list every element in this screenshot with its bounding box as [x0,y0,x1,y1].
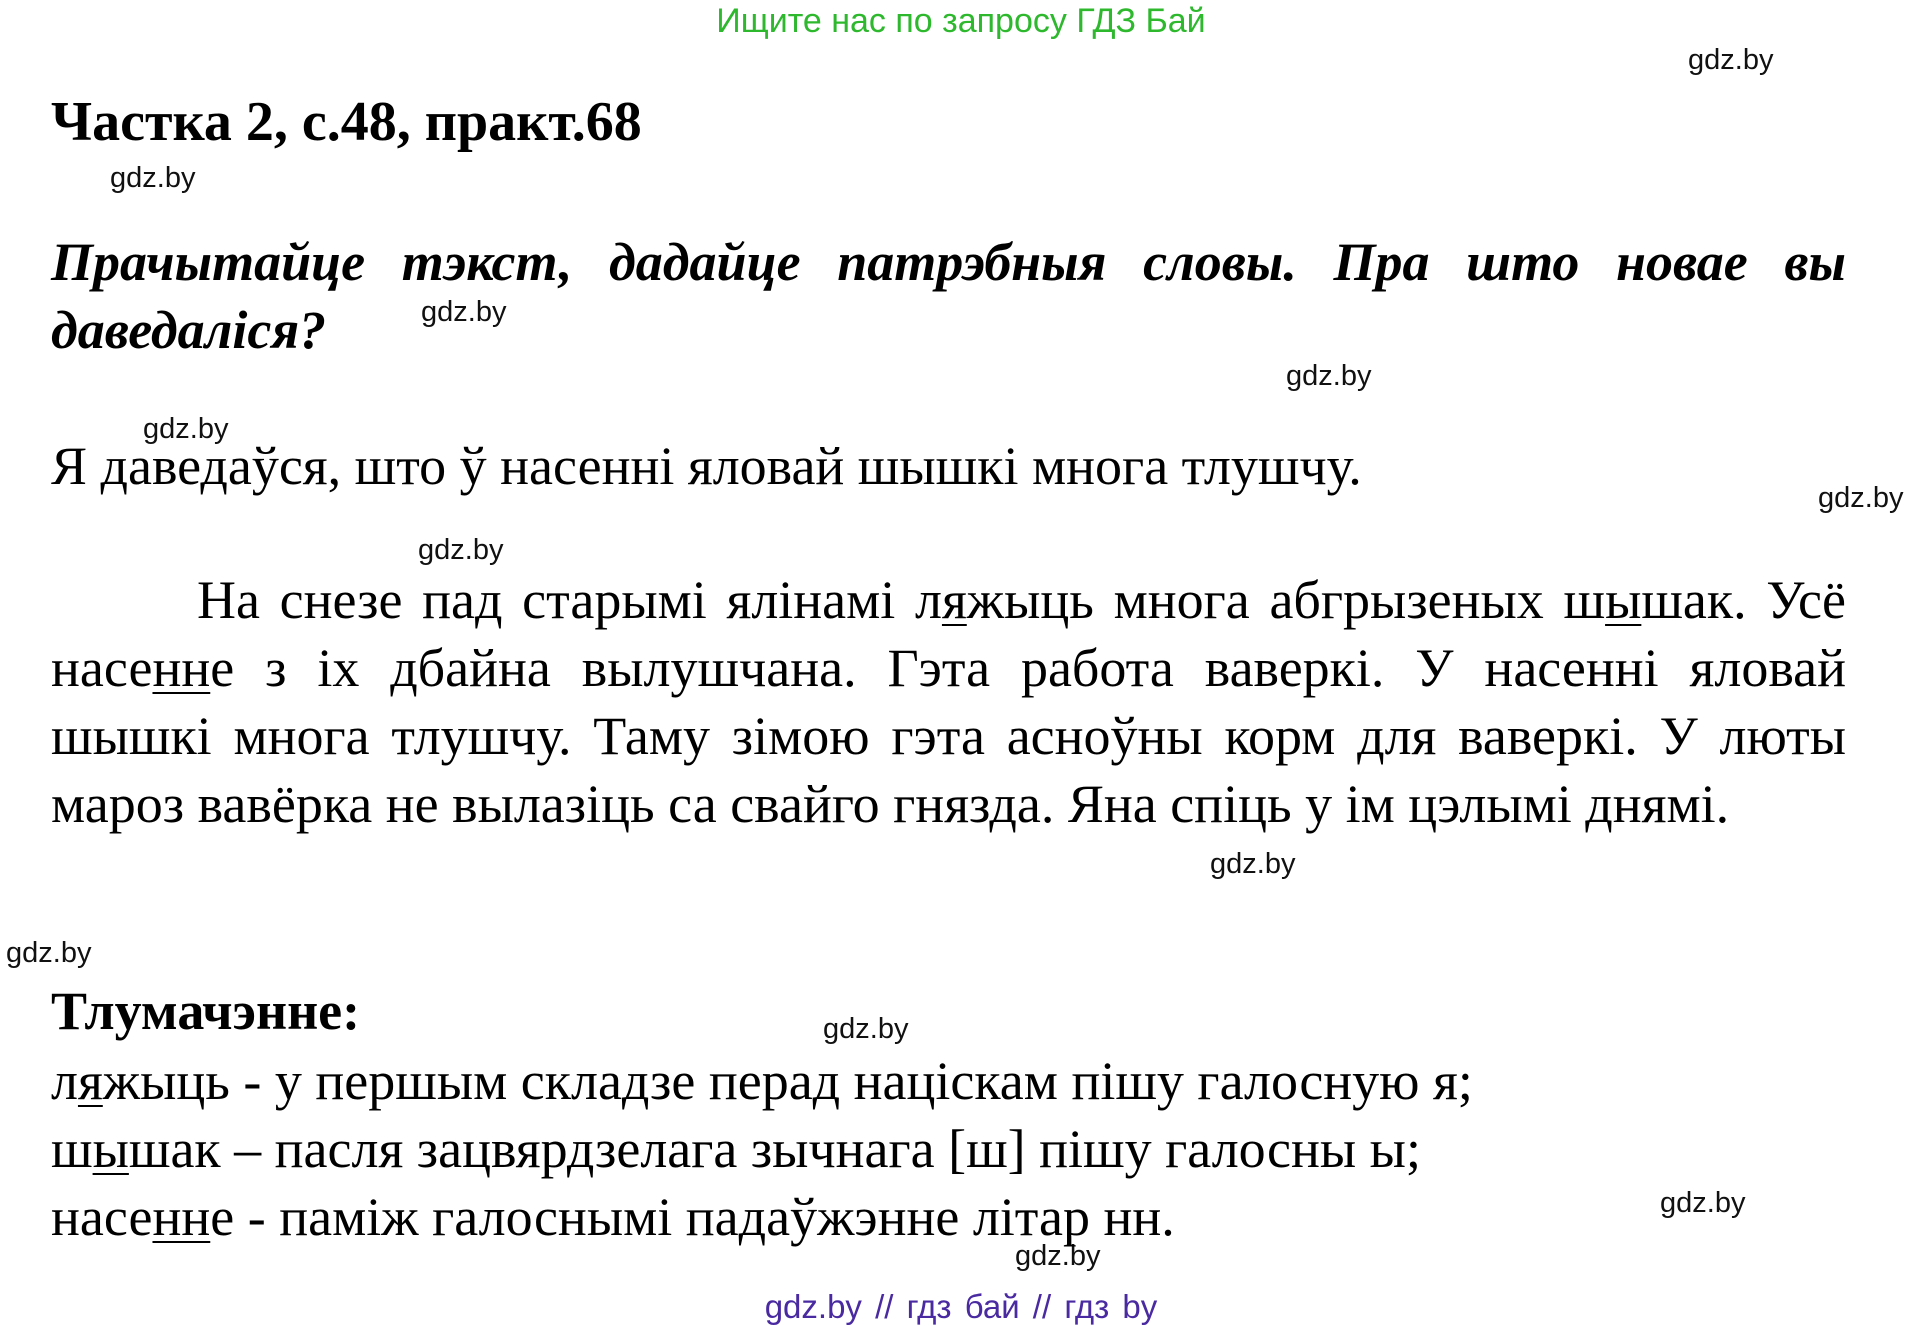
watermark: gdz.by [418,534,504,566]
paragraph-text: шак. Усё насе [51,570,1846,698]
explanation-heading: Тлумачэнне: [51,981,361,1041]
explanation-line [51,1115,1473,1183]
underlined-letter: ы [1605,570,1642,630]
watermark: gdz.by [6,937,92,969]
watermark: gdz.by [1015,1240,1101,1272]
underlined-letter: нн [152,1187,211,1247]
task-statement: Прачытайце тэкст, дадайце патрэбныя словы. Пра што новае вы даведаліся? [51,232,1846,360]
watermark: gdz.by [143,413,229,445]
answer-text: Я даведаўся, што ў насенні яловай шышкі многа тлушчу. [51,436,1362,496]
watermark: gdz.by [110,162,196,194]
paragraph-text: е з іх дбайна вылушчана. Гэта работа ваверкі. У насенні яловай шышкі многа тлушчу. Таму зімою гэта асноўны корм для ваверкі. У люты мароз вавёрка не вылазіць са свайго гнязда. Яна спіць у ім цэлымі днямі. [51,638,1846,834]
text-paragraph [51,566,1846,838]
explanation-rest: шак – пасля зацвярдзелага зычнага [ш] пішу галосны ы; [128,1119,1421,1179]
watermark: gdz.by [823,1013,909,1045]
explanation-line [51,1047,1473,1115]
underlined-letter: нн [152,638,211,698]
watermark: gdz.by [421,296,507,328]
underlined-letter: я [77,1051,103,1111]
explanation-word-start: л [51,1051,78,1111]
explanation-word-start: ш [51,1119,93,1179]
paragraph-text: жыць многа абгрызеных ш [966,570,1606,630]
underlined-letter: я [941,570,967,630]
underlined-letter: ы [92,1119,129,1179]
explanation-rest: жыць - у першым складзе перад націскам пішу галосную я; [102,1051,1473,1111]
top-banner: Ищите нас по запросу ГДЗ Бай [716,2,1206,40]
watermark: gdz.by [1660,1187,1746,1219]
explanation-word-start: насе [51,1187,153,1247]
explanation-list [51,1047,1473,1251]
explanation-rest: е - паміж галоснымі падаўжэнне літар нн. [210,1187,1175,1247]
paragraph-text: На снезе пад старымі ялінамі л [197,570,942,630]
page-title: Частка 2, с.48, практ.68 [51,91,642,153]
explanation-line [51,1183,1473,1251]
watermark: gdz.by [1818,482,1904,514]
watermark: gdz.by [1286,360,1372,392]
watermark: gdz.by [1210,848,1296,880]
watermark: gdz.by [1688,44,1774,76]
footer-links: gdz.by // гдз бай // гдз by [764,1288,1158,1325]
